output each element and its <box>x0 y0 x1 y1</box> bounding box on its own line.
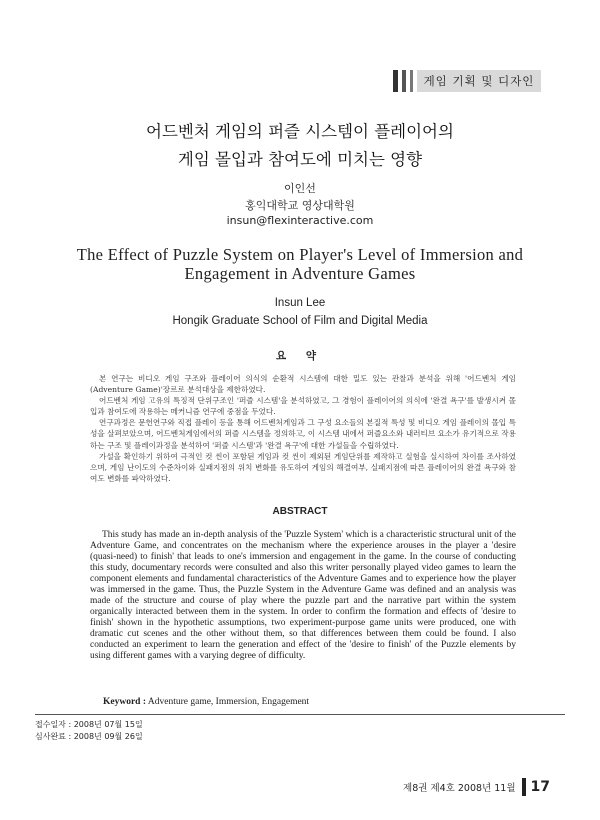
journal-volume: 제8권 제4호 2008년 11월 <box>403 783 516 794</box>
section-tag <box>393 70 541 92</box>
abstract-en-body <box>90 530 516 662</box>
author-email: insun@flexinteractive.com <box>226 214 374 227</box>
tag-bar-decoration <box>410 70 413 92</box>
author-name-ko: 이인선 <box>284 182 316 195</box>
section-tag-label: 게임 기획 및 디자인 <box>417 70 541 92</box>
tag-bar-decoration <box>402 70 406 92</box>
abstract-ko-paragraph: 연구과정은 문헌연구와 직접 플레이 등을 통해 어드벤처게임과 그 구성 요소들의 본질적 특성 및 비디오 게임 플레이의 몰입 특성을 살펴보았으며, 어드벤처게임에서의 퍼즐 시스템을 정의하고, 이 시스템 내에서 퍼즐요소와 내러티브 요소가 유기적으로 작용하는 구조 및 플레이과정을 분석하여 '퍼즐 시스템'과 '완결 욕구'에 대한 가설들을 수립하였다. <box>90 418 516 450</box>
abstract-ko-heading: 요 약 <box>276 350 324 362</box>
title-ko-line1: 어드벤처 게임의 퍼즐 시스템이 플레이어의 <box>146 122 454 141</box>
abstract-ko-paragraph: 가설을 확인하기 위하여 극적인 컷 씬이 포함된 게임과 컷 씬이 제외된 게임단위를 제작하고 실험을 실시하여 차이를 조사하였으며, 게임 난이도의 수준차이와 실패지점의 위치 변화를 유도하여 게임의 해결여부, 실패지점에 따른 플레이어의 완결 욕구와 참여도 변화를 파악하였다. <box>90 451 516 483</box>
page-footer <box>403 778 550 796</box>
page-number: 17 <box>530 779 550 795</box>
abstract-ko-paragraph: 본 연구는 비디오 게임 구조와 플레이어 의식의 순환적 시스템에 대한 밀도 있는 관찰과 분석을 위해 '어드벤처 게임(Adventure Game)'장르로 분석대상을 제한하였다. <box>90 374 516 395</box>
title-en-line1: The Effect of Puzzle System on Player's Level of Immersion and <box>76 245 524 264</box>
author-affiliation-ko: 홍익대학교 영상대학원 <box>245 199 355 212</box>
abstract-en-text: This study has made an in-depth analysis of the 'Puzzle System' which is a characteristic structural unit of the Adventure Game, and concentrates on the mechanism where the experience arouses in the player a 'desire (quasi-need) to finish' that leads to one's immersion and engagement in the game. In the course of conducting this study, documentary records were consulted and also this writer personally played video games to learn the component elements and fundamental characteristics of the Adventure Games and to experience how the player was immersed in the game. Thus, the Puzzle System in the Adventure Game was defined and an analysis was made of the structure and course of play where the puzzle part and the narrative part within the system organically interacted between them in the system. In order to confirm the formation and effects of 'desire to finish' shown in the hypothetic assumptions, two experiment-purpose game units were produced, one with dramatic cut scenes and the other without them, so that differences between them could be found. I also conducted an experiment to learn the generation and effect of the 'desire to finish' of the Puzzle elements by using different games with a varying degree of difficulty. <box>90 530 516 661</box>
submission-dates <box>35 719 143 743</box>
abstract-en-heading: ABSTRACT <box>272 506 328 517</box>
keyword-line <box>103 697 523 707</box>
divider-rule <box>35 714 565 715</box>
author-affiliation-en: Hongik Graduate School of Film and Digital Media <box>172 315 428 327</box>
reviewed-date: 심사완료 : 2008년 09월 26일 <box>35 732 143 741</box>
keyword-label: Keyword : <box>103 697 147 707</box>
abstract-ko-body <box>90 373 516 484</box>
keyword-value: Adventure game, Immersion, Engagement <box>147 697 310 707</box>
abstract-ko-paragraph: 어드벤처 게임 고유의 특징적 단위구조인 '퍼즐 시스템'을 분석하였고, 그 경험이 플레이어의 의식에 '완결 욕구'를 발생시켜 몰입과 참여도에 작용하는 메커니즘 연구에 중점을 두었다. <box>90 396 516 417</box>
received-date: 접수일자 : 2008년 07월 15일 <box>35 720 143 729</box>
title-ko-line2: 게임 몰입과 참여도에 미치는 영향 <box>177 150 423 169</box>
author-name-en: Insun Lee <box>274 297 326 309</box>
title-en-line2: Engagement in Adventure Games <box>184 264 416 283</box>
footer-separator-bar <box>522 778 526 796</box>
tag-bar-decoration <box>393 70 398 92</box>
